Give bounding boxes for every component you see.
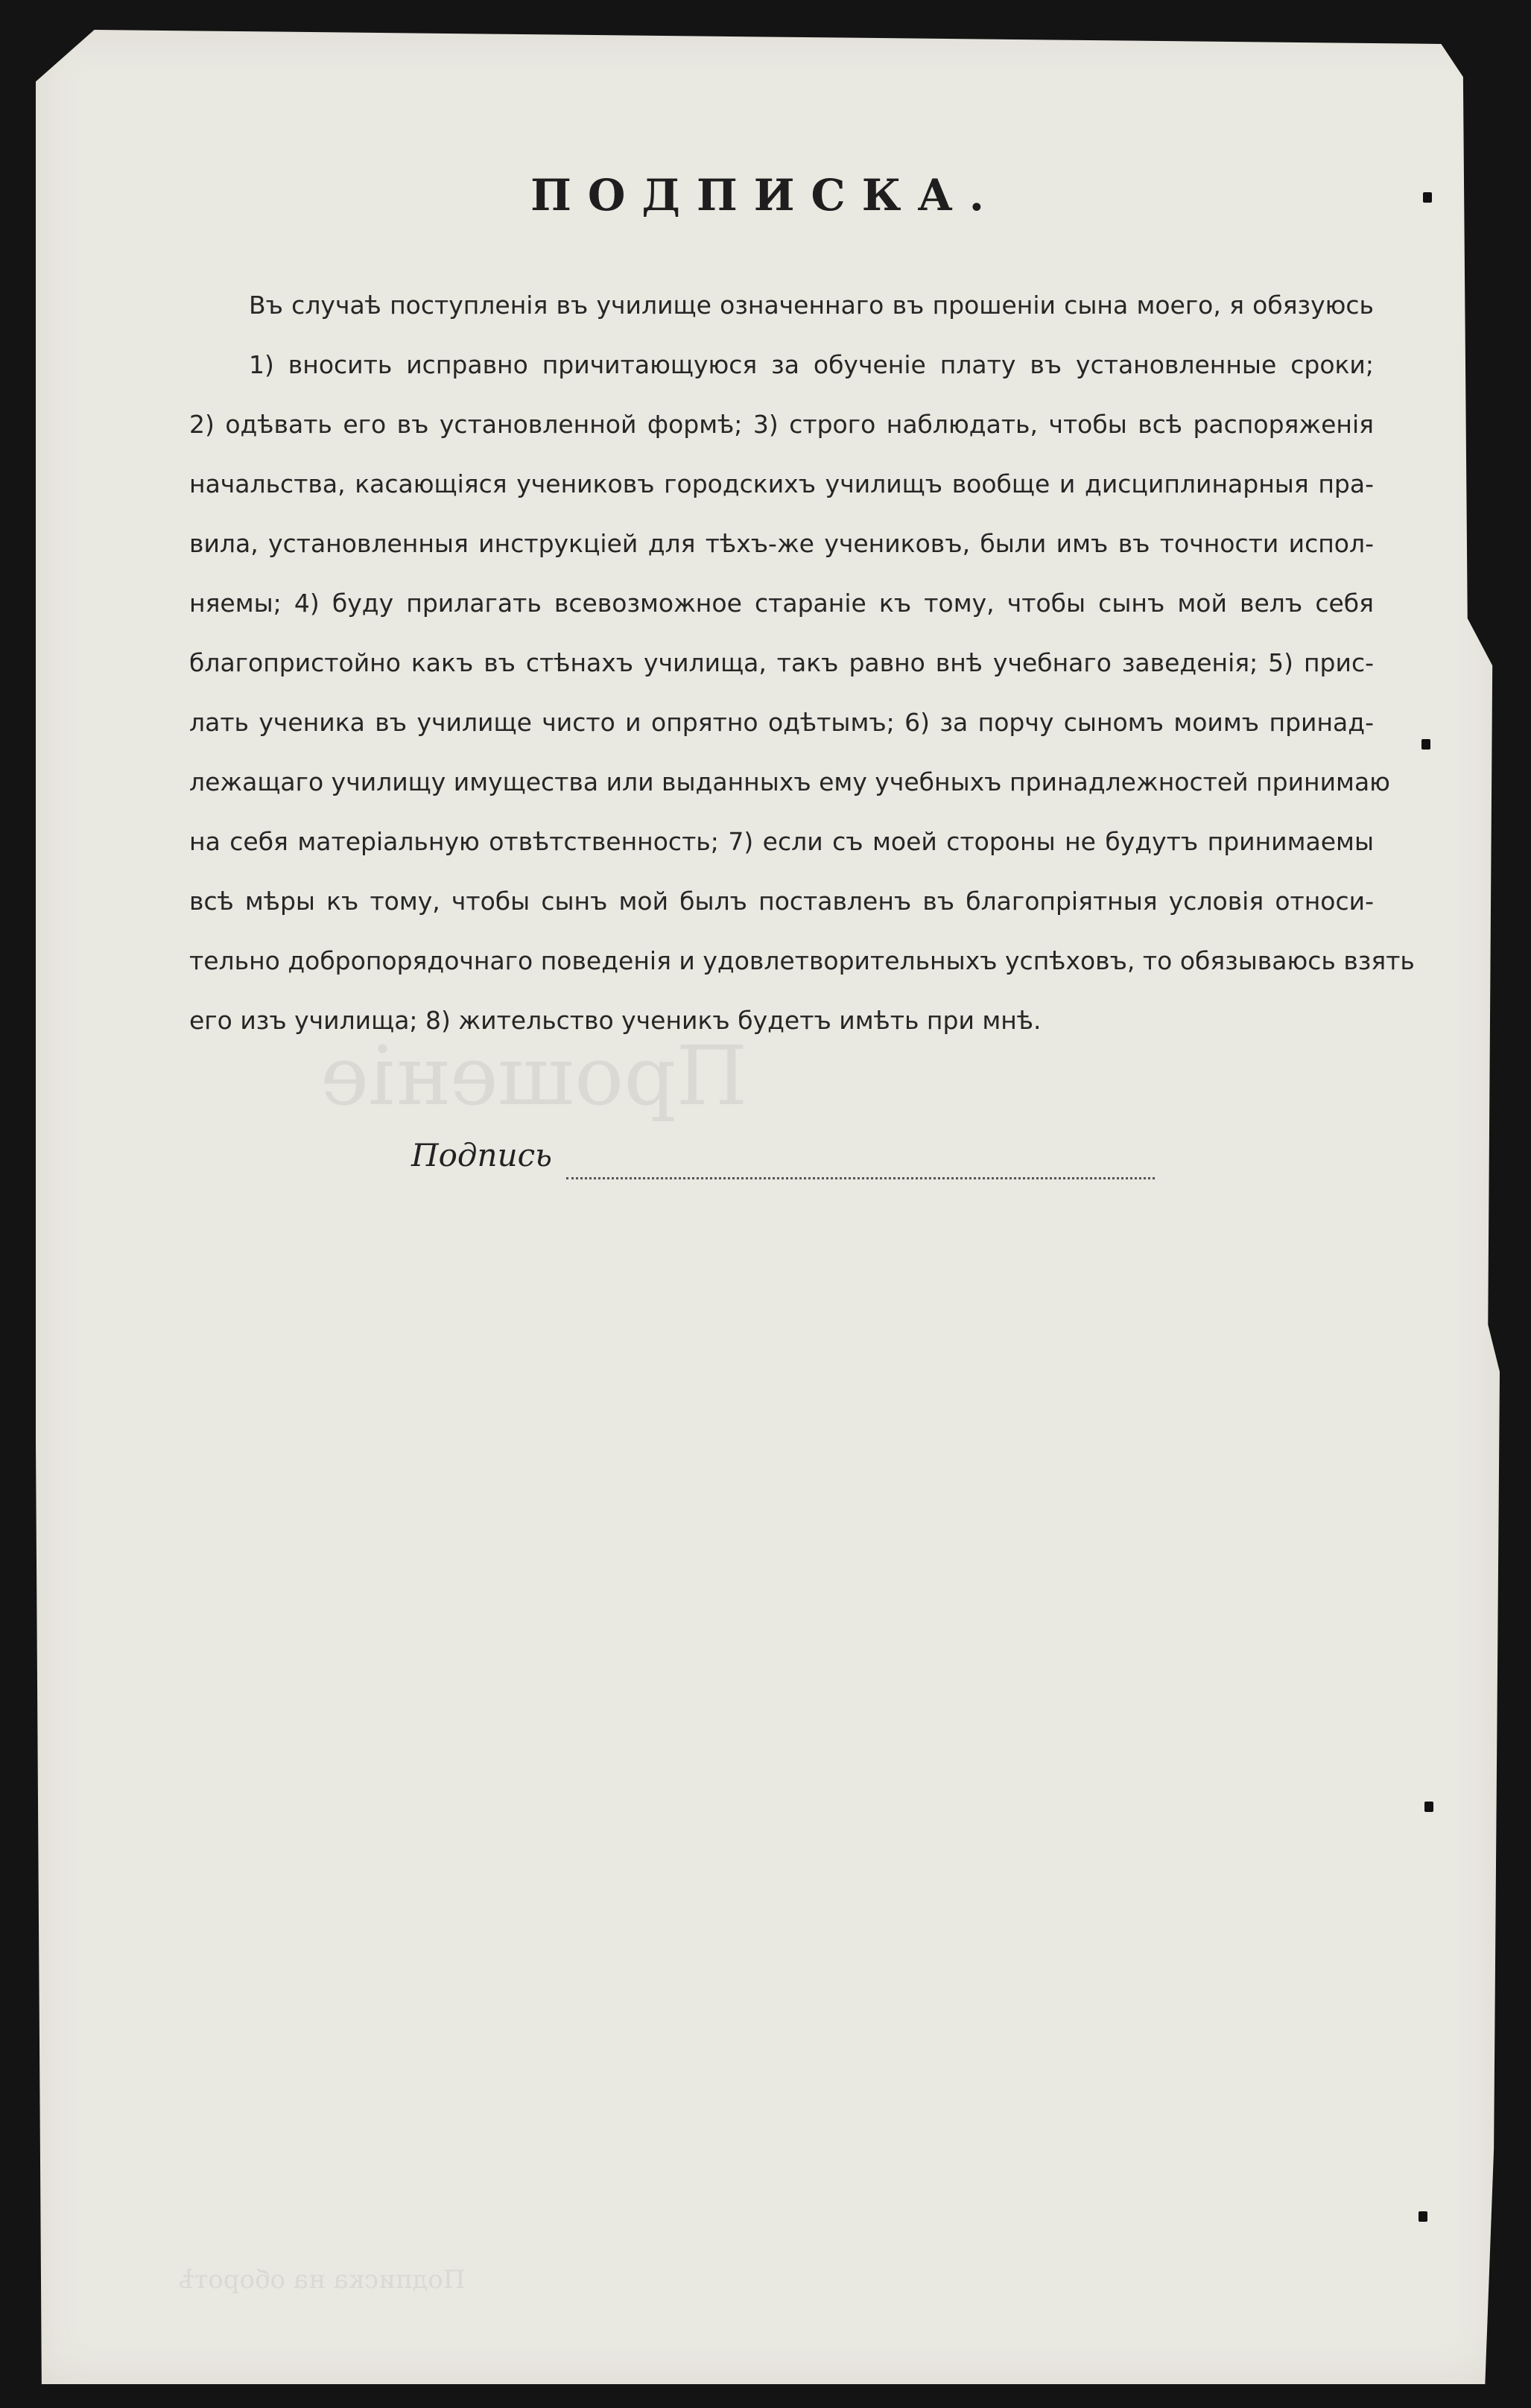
- text-line: его изъ училища; 8) жительство ученикъ будетъ имѣть при мнѣ.: [189, 1006, 1042, 1035]
- text-line: тельно добропорядочнаго поведенія и удовлетворительныхъ успѣховъ, то обязываюсь взять: [189, 946, 1415, 975]
- text-line: лать ученика въ училище чисто и опрятно одѣтымъ; 6) за порчу сыномъ моимъ принад-: [189, 708, 1374, 737]
- text-line: няемы; 4) буду прилагать всевозможное стараніе къ тому, чтобы сынъ мой велъ себя: [189, 589, 1374, 618]
- text-line: Въ случаѣ поступленія въ училище означеннаго въ прошеніи сына моего, я обязуюсь: [249, 291, 1374, 320]
- paper-speck: [1424, 1802, 1433, 1812]
- text-line: всѣ мѣры къ тому, чтобы сынъ мой былъ поставленъ въ благопріятныя условія относи-: [189, 887, 1374, 916]
- signature-line: [566, 1177, 1155, 1179]
- paper-speck: [1419, 2211, 1427, 2222]
- text-line: лежащаго училищу имущества или выданныхъ ему учебныхъ принадлежностей принимаю: [189, 767, 1390, 796]
- text-line: 2) одѣвать его въ установленной формѣ; 3) строго наблюдать, чтобы всѣ распоряженія: [189, 410, 1374, 439]
- bleed-through-heading: Прошеніе: [320, 1028, 748, 1124]
- text-line: начальства, касающіяся учениковъ городскихъ училищъ вообще и дисциплинарныя пра-: [189, 469, 1374, 498]
- paper-speck: [1423, 192, 1432, 203]
- text-line: благопристойно какъ въ стѣнахъ училища, такъ равно внѣ учебнаго заведенія; 5) прис-: [189, 648, 1374, 677]
- obligation-text: [189, 276, 1415, 1051]
- text-line: вила, установленныя инструкціей для тѣхъ-же учениковъ, были имъ въ точности испол-: [189, 529, 1374, 558]
- bleed-through-footer: Подписка на оборотѣ: [179, 2265, 466, 2295]
- text-line: на себя матеріальную отвѣтственность; 7) если съ моей стороны не будутъ принимаемы: [189, 827, 1374, 856]
- document-title: ПОДПИСКА.: [530, 170, 1001, 221]
- paper-speck: [1421, 739, 1430, 750]
- signature-label: Подпись: [411, 1137, 553, 1173]
- text-line: 1) вносить исправно причитающуюся за обученіе плату въ установленные сроки;: [249, 350, 1374, 379]
